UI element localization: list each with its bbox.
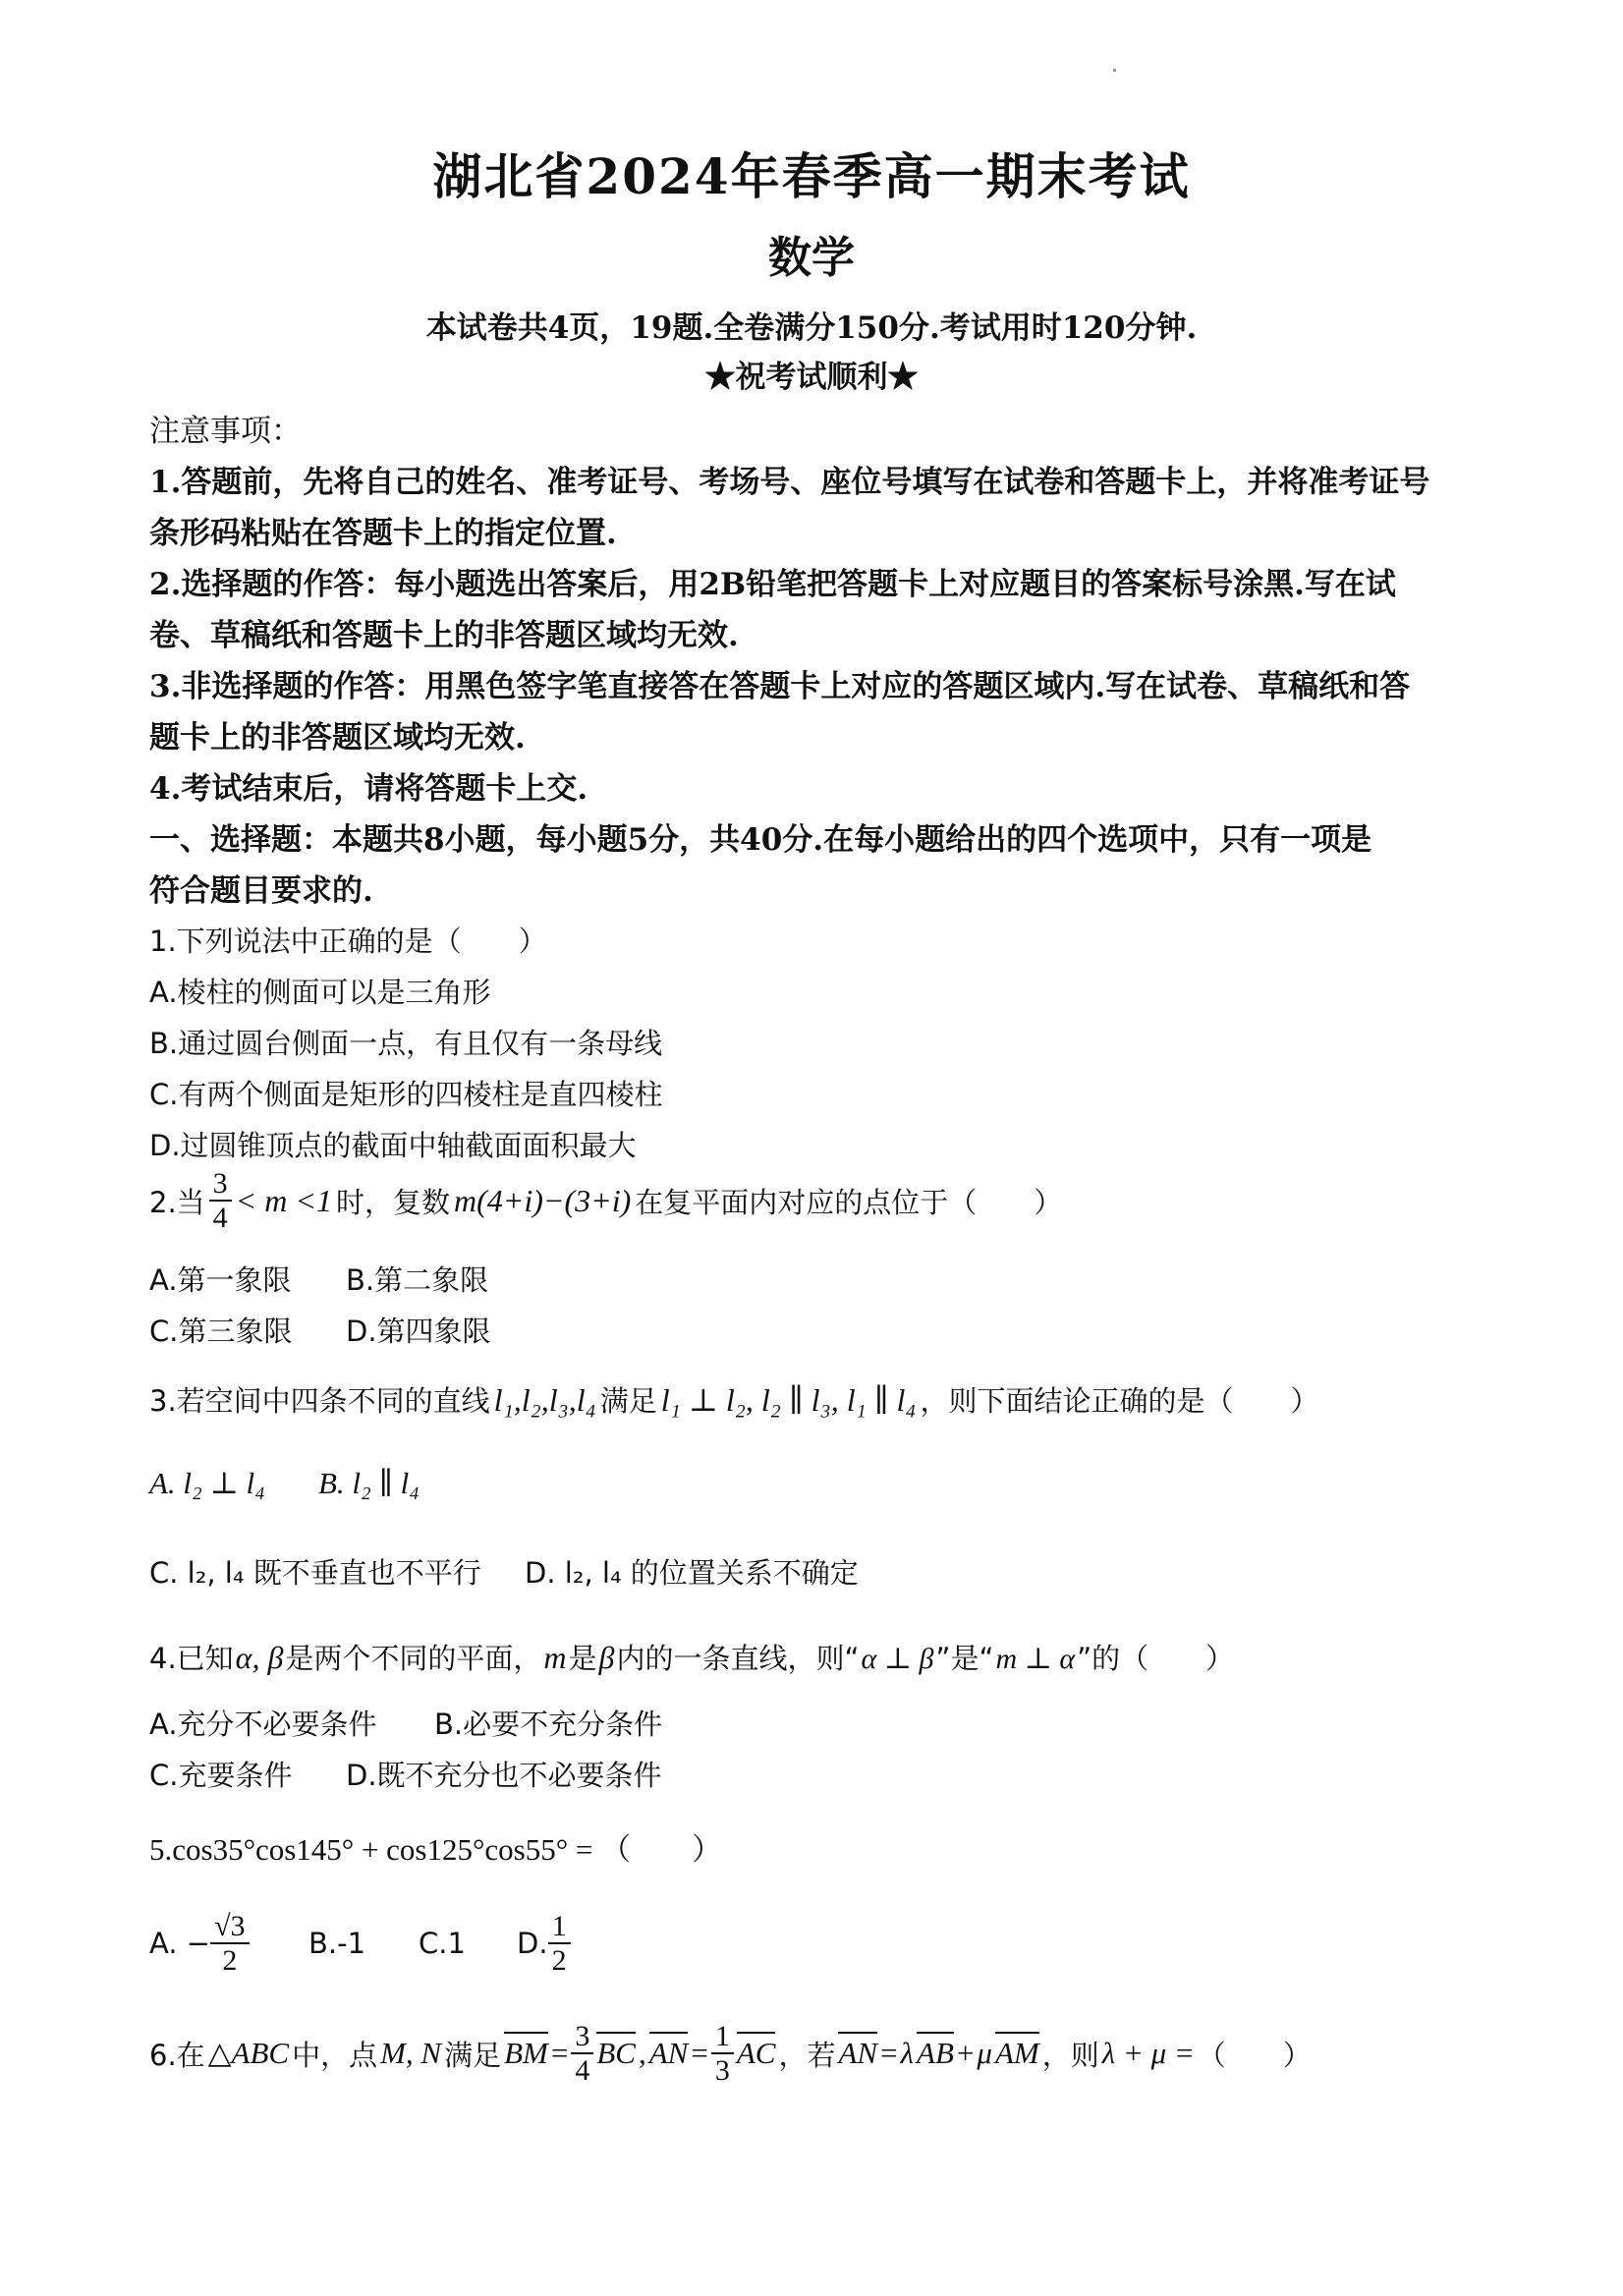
- question-1-option-c: C.有两个侧面是矩形的四棱柱是直四棱柱: [149, 1078, 663, 1111]
- q4-mid2: 是: [568, 1642, 597, 1675]
- section-heading-line1: 一、选择题：本题共8小题，每小题5分，共40分.在每小题给出的四个选项中，只有一项是: [149, 822, 1372, 858]
- scan-speck: [1113, 69, 1116, 72]
- q5-option-d-num: 1: [548, 1910, 571, 1944]
- q2-option-c: C.第三象限: [149, 1315, 293, 1348]
- q5-option-a-num: √3: [210, 1910, 249, 1944]
- q6-vector-am: AM: [994, 2036, 1039, 2070]
- question-4-options-row1: [149, 1703, 662, 1743]
- q6-suffix: （ ）: [1197, 2038, 1312, 2072]
- q6-frac1-den: 4: [575, 2054, 590, 2087]
- q6-frac2-den: 3: [714, 2054, 730, 2087]
- q4-mid4: ”是“: [935, 1642, 994, 1675]
- note-line: 题卡上的非答题区域均无效.: [149, 720, 526, 756]
- q4-condition-2: m ⊥ α: [995, 1643, 1076, 1675]
- q5-option-a-prefix: A. −: [149, 1927, 211, 1960]
- notes-heading: 注意事项：: [149, 414, 302, 449]
- q2-fraction: [209, 1167, 232, 1234]
- q2-suffix: 在复平面内对应的点位于（ ）: [635, 1185, 1063, 1219]
- question-1-option-a: A.棱柱的侧面可以是三角形: [149, 976, 491, 1009]
- question-5-stem: 5.cos35°cos145° + cos125°cos55° = （ ）: [149, 1832, 723, 1867]
- question-4-stem: [149, 1637, 1234, 1677]
- q4-option-d: D.既不充分也不必要条件: [346, 1759, 662, 1792]
- q4-prefix: 4.已知: [149, 1642, 234, 1675]
- question-3-stem: [149, 1379, 1319, 1420]
- q4-mid1: 是两个不同的平面，: [285, 1642, 542, 1675]
- q2-option-a: A.第一象限: [149, 1263, 292, 1297]
- q4-planes: α, β: [235, 1640, 284, 1675]
- note-line: 2.选择题的作答：每小题选出答案后，用2B铅笔把答题卡上对应题目的答案标号涂黑.写在试: [149, 567, 1396, 602]
- q6-vector-an: AN: [648, 2036, 689, 2070]
- q4-condition-1: α ⊥ β: [861, 1643, 934, 1675]
- note-line: 4.考试结束后，请将答题卡上交.: [149, 771, 588, 807]
- q2-option-d: D.第四象限: [346, 1315, 491, 1348]
- q5-option-b: B.-1: [308, 1927, 366, 1960]
- q4-suffix: ”的（ ）: [1077, 1642, 1235, 1675]
- q6-vector-bm: BM: [504, 2036, 548, 2070]
- q4-option-c: C.充要条件: [149, 1759, 293, 1792]
- q3-prefix: 3.若空间中四条不同的直线: [149, 1384, 490, 1418]
- q2-prefix: 2.当: [149, 1185, 205, 1219]
- q6-fraction-1: [571, 2020, 593, 2087]
- question-3-options-row2: [149, 1551, 859, 1592]
- exam-info: 本试卷共4页，19题.全卷满分150分.考试用时120分钟.: [425, 310, 1198, 346]
- exam-subject: 数学: [768, 233, 855, 283]
- q5-option-d: [517, 1910, 571, 1977]
- q6-vector-ab: AB: [917, 2036, 954, 2070]
- q6-mid3: ，若: [778, 2038, 836, 2072]
- q5-option-a-fraction: [210, 1910, 249, 1977]
- question-2-stem: [149, 1167, 1062, 1234]
- note-line: 卷、草稿纸和答题卡上的非答题区域均无效.: [149, 618, 739, 653]
- q2-expression: m(4+i)−(3+i): [453, 1182, 632, 1218]
- q3-option-b: B. l₂ ∥ l₄: [318, 1466, 420, 1500]
- note-line: 1.答题前，先将自己的姓名、准考证号、考场号、座位号填写在试卷和答题卡上，并将准考证号: [149, 465, 1430, 500]
- q4-option-a: A.充分不必要条件: [149, 1708, 377, 1741]
- q4-line-m: m: [543, 1640, 567, 1675]
- q6-vector-ac: AC: [736, 2036, 776, 2070]
- exam-wish: ★祝考试顺利★: [704, 360, 919, 395]
- q3-lines: l₁,l₂,l₃,l₄: [493, 1382, 596, 1418]
- q5-option-a-den: 2: [222, 1944, 238, 1977]
- q6-frac2-num: 1: [711, 2020, 734, 2054]
- question-1-stem: 1.下列说法中正确的是（ ）: [149, 924, 547, 958]
- q5-option-d-prefix: D.: [517, 1927, 548, 1960]
- q2-mid: 时，复数: [335, 1185, 450, 1219]
- q6-frac1-num: 3: [571, 2020, 593, 2054]
- q6-mid4: ，则: [1041, 2038, 1099, 2072]
- q5-option-d-den: 2: [551, 1944, 567, 1977]
- q6-vector-bc: BC: [596, 2036, 636, 2070]
- q6-sum: λ + μ =: [1101, 2036, 1195, 2070]
- q3-condition: l₁ ⊥ l₂, l₂ ∥ l₃, l₁ ∥ l₄: [660, 1382, 917, 1418]
- q6-triangle: △ABC: [207, 2036, 290, 2070]
- q5-option-a: [149, 1910, 308, 1977]
- note-line: 条形码粘贴在答题卡上的指定位置.: [149, 516, 617, 551]
- question-3-options-row1: [149, 1466, 420, 1501]
- q4-beta: β: [598, 1640, 615, 1675]
- question-1-option-b: B.通过圆台侧面一点，有且仅有一条母线: [149, 1027, 663, 1060]
- q6-mid1: 中，点: [292, 2038, 378, 2072]
- q2-frac-den: 4: [212, 1202, 228, 1234]
- exam-title: 湖北省2024年春季高一期末考试: [432, 147, 1191, 205]
- q4-option-b: B.必要不充分条件: [434, 1708, 663, 1741]
- q6-fraction-2: [711, 2020, 734, 2087]
- q6-points: M, N: [380, 2036, 442, 2070]
- q5-option-c: C.1: [419, 1927, 466, 1960]
- question-2-options-row2: [149, 1310, 491, 1350]
- question-2-options-row1: [149, 1259, 488, 1299]
- q5-option-d-fraction: [548, 1910, 571, 1977]
- q6-vector-an-2: AN: [838, 2036, 878, 2070]
- question-6-stem: 6.在 △ABC 中，点 M, N 满足 BM = $\frac{3}{4}$ BC , AN = $\frac{1}{3}$ AC ，若 AN = λ AB + μ AM ，则 λ + μ = （ ）: [149, 2020, 1312, 2087]
- q6-lambda: λ: [900, 2036, 915, 2070]
- question-4-options-row2: [149, 1754, 662, 1794]
- q3-option-a: A. l₂ ⊥ l₄: [149, 1466, 265, 1500]
- q2-option-b: B.第二象限: [346, 1263, 489, 1297]
- section-heading-line2: 符合题目要求的.: [149, 873, 373, 909]
- q6-mid2: 满足: [444, 2038, 502, 2072]
- q3-mid: 满足: [599, 1384, 657, 1418]
- note-line: 3.非选择题的作答：用黑色签字笔直接答在答题卡上对应的答题区域内.写在试卷、草稿纸和答: [149, 669, 1411, 704]
- q3-option-c: C. l₂, l₄ 既不垂直也不平行: [149, 1556, 481, 1590]
- q4-mid3: 内的一条直线，则“: [616, 1642, 860, 1675]
- question-5-options: [149, 1910, 571, 1977]
- question-1-option-d: D.过圆锥顶点的截面中轴截面面积最大: [149, 1129, 637, 1162]
- q2-frac-num: 3: [209, 1167, 232, 1202]
- q6-mu: μ: [977, 2036, 992, 2070]
- section-heading: [149, 814, 1371, 859]
- q6-prefix: 6.在: [149, 2038, 205, 2072]
- q3-option-d: D. l₂, l₄ 的位置关系不确定: [525, 1556, 859, 1590]
- q2-inequality: < m <1: [235, 1182, 332, 1218]
- q3-suffix: ，则下面结论正确的是（ ）: [920, 1384, 1319, 1418]
